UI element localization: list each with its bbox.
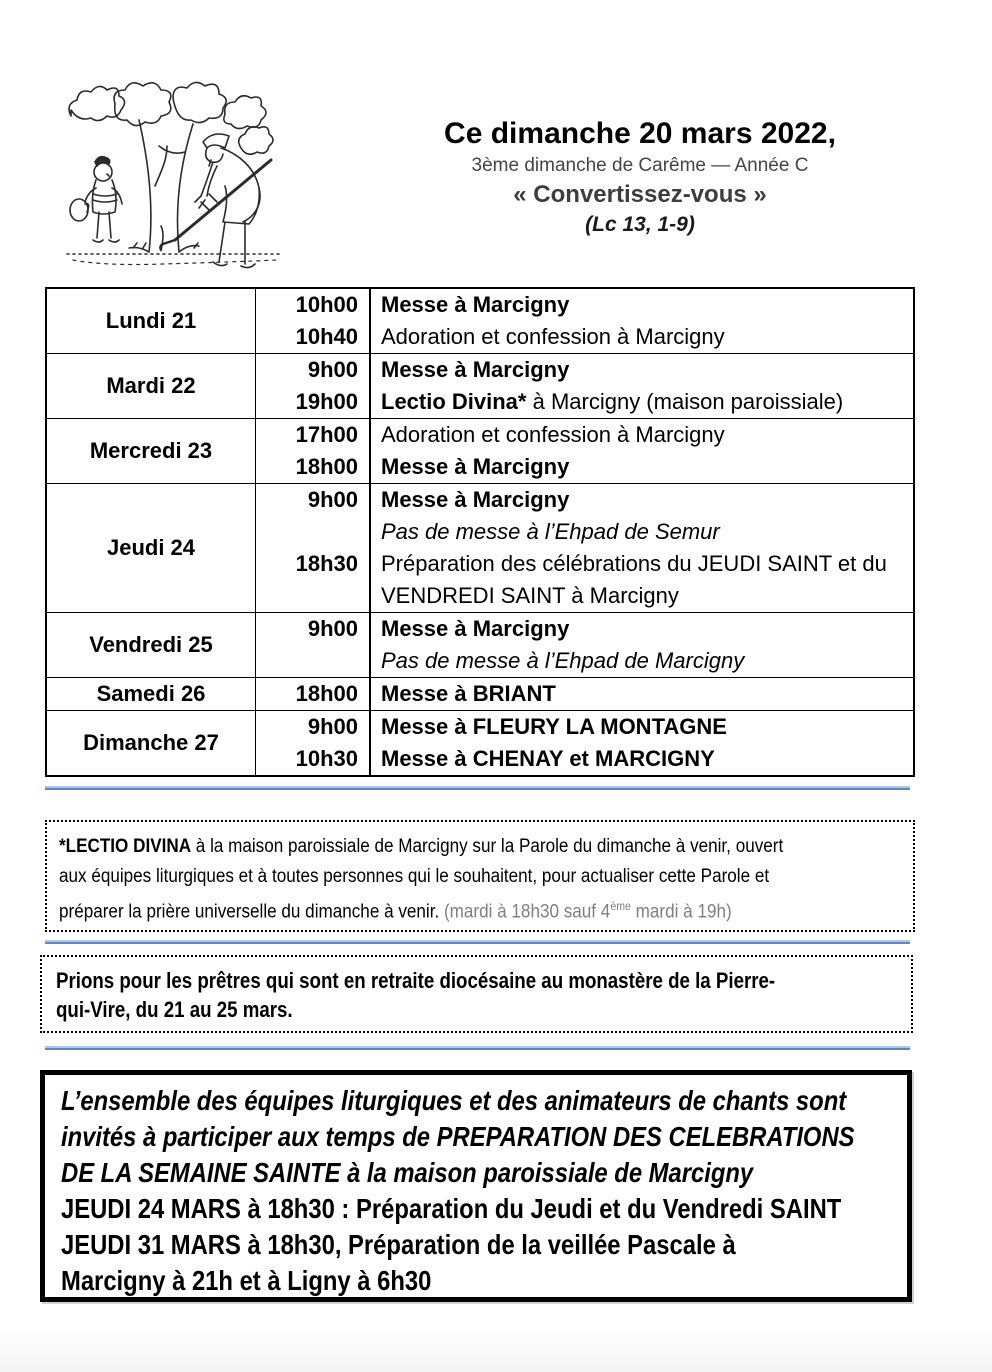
section-divider [45, 786, 910, 790]
event-cell [369, 451, 913, 483]
schedule-row [47, 711, 913, 775]
text-segment: Préparation des célébrations du JEUDI SAINT et du VENDREDI SAINT à Marcigny [381, 551, 887, 608]
page-title: Ce dimanche 20 mars 2022, [444, 117, 836, 150]
schedule-table [45, 287, 915, 777]
time-cell: 18h30 [295, 551, 358, 576]
entries-cell [256, 711, 913, 775]
bulletin-header [320, 116, 960, 239]
event-cell [369, 516, 913, 548]
text-segment: Messe à Marcigny [381, 454, 570, 479]
time-cell: 9h00 [307, 714, 358, 739]
time-cell: 10h40 [295, 324, 358, 349]
notice-line: invités à participer aux temps de PREPARATION DES CELEBRATIONS [61, 1121, 855, 1152]
text-segment: Messe à Marcigny [381, 357, 570, 382]
prayer-note-box [40, 955, 913, 1033]
schedule-row [47, 678, 913, 711]
entries-cell [256, 678, 913, 710]
event-cell [369, 386, 913, 418]
lectio-note-line [59, 892, 900, 927]
text-segment: Adoration et confession à Marcigny [381, 422, 725, 447]
notice-line: JEUDI 31 MARS à 18h30, Préparation de la veillée Pascale à [61, 1229, 736, 1260]
text-segment: Messe à Marcigny [381, 487, 570, 512]
gardener-illustration [63, 76, 287, 278]
schedule-row [47, 419, 913, 484]
time-cell: 18h00 [295, 454, 358, 479]
time-cell: 9h00 [307, 487, 358, 512]
gardener-illustration-svg [63, 76, 287, 278]
event-cell [369, 548, 913, 612]
event-cell [369, 678, 913, 710]
day-cell: Lundi 21 [47, 289, 256, 353]
text-segment: Messe à FLEURY LA MONTAGNE [381, 714, 727, 739]
text-segment: mardi à 19h) [630, 901, 732, 923]
time-cell [256, 645, 369, 677]
text-segment: Pas de messe à l’Ehpad de Marcigny [381, 648, 745, 673]
text-segment: à la maison paroissiale de Marcigny sur la Parole du dimanche à venir, ouvert [191, 836, 784, 857]
text-segment: Messe à BRIANT [381, 681, 556, 706]
text-segment: Messe à Marcigny [381, 616, 570, 641]
entries-cell [256, 484, 913, 612]
text-segment: Lectio Divina* [381, 389, 527, 414]
notice-line: DE LA SEMAINE SAINTE à la maison paroissiale de Marcigny [61, 1157, 754, 1188]
day-cell: Dimanche 27 [47, 711, 256, 775]
notice-line: JEUDI 24 MARS à 18h30 : Préparation du Jeudi et du Vendredi SAINT [61, 1193, 842, 1224]
header-subtitle: 3ème dimanche de Carême — Année C [471, 155, 809, 176]
day-cell: Jeudi 24 [47, 484, 256, 612]
entries-cell [256, 419, 913, 483]
day-cell: Vendredi 25 [47, 613, 256, 677]
day-cell: Mardi 22 [47, 354, 256, 418]
time-cell: 17h00 [295, 422, 358, 447]
lectio-note-line [59, 832, 900, 862]
time-cell: 18h00 [295, 681, 358, 706]
header-scripture-reference: (Lc 13, 1-9) [585, 213, 695, 236]
lectio-note-line [59, 862, 900, 892]
event-cell [369, 613, 913, 645]
section-divider [45, 940, 910, 944]
time-cell: 9h00 [307, 616, 358, 641]
schedule-row [47, 613, 913, 678]
lectio-note-box [45, 820, 915, 932]
event-cell [369, 743, 913, 775]
text-segment: Adoration et confession à Marcigny [381, 324, 725, 349]
text-segment: à Marcigny (maison paroissiale) [526, 389, 844, 414]
event-cell [369, 711, 913, 743]
event-cell [369, 321, 913, 353]
event-cell [369, 645, 913, 677]
schedule-row [47, 484, 913, 613]
time-cell [256, 516, 369, 548]
prayer-note-line: qui-Vire, du 21 au 25 mars. [56, 997, 293, 1022]
schedule-row [47, 354, 913, 419]
prayer-note-line: Prions pour les prêtres qui sont en retraite diocésaine au monastère de la Pierre- [56, 968, 776, 993]
text-segment: Messe à Marcigny [381, 292, 570, 317]
time-cell: 19h00 [295, 389, 358, 414]
page-bottom-shade [0, 1327, 992, 1372]
event-cell [369, 419, 913, 451]
entries-cell [256, 613, 913, 677]
header-quote: « Convertissez-vous » [513, 181, 767, 208]
entries-cell [256, 289, 913, 353]
notice-line: L’ensemble des équipes liturgiques et des animateurs de chants sont [61, 1085, 847, 1116]
text-segment: (mardi à 18h30 sauf 4 [443, 901, 611, 923]
time-cell: 10h30 [295, 746, 358, 771]
event-cell [369, 484, 913, 516]
time-cell: 9h00 [307, 357, 358, 382]
text-segment: ème [610, 900, 631, 913]
text-segment: *LECTIO DIVINA [59, 836, 192, 857]
preparation-notice-box [40, 1070, 912, 1302]
entries-cell [256, 354, 913, 418]
time-cell: 10h00 [295, 292, 358, 317]
text-segment: Messe à CHENAY et MARCIGNY [381, 746, 715, 771]
event-cell [369, 354, 913, 386]
text-segment: Pas de messe à l’Ehpad de Semur [381, 519, 720, 544]
schedule-row [47, 289, 913, 354]
text-segment: préparer la prière universelle du dimanche à venir. [59, 901, 444, 923]
day-cell: Mercredi 23 [47, 419, 256, 483]
notice-line: Marcigny à 21h et à Ligny à 6h30 [61, 1265, 432, 1296]
section-divider [45, 1046, 910, 1050]
text-segment: aux équipes liturgiques et à toutes personnes qui le souhaitent, pour actualiser cette Parole et [59, 866, 770, 887]
day-cell: Samedi 26 [47, 678, 256, 710]
event-cell [369, 289, 913, 321]
